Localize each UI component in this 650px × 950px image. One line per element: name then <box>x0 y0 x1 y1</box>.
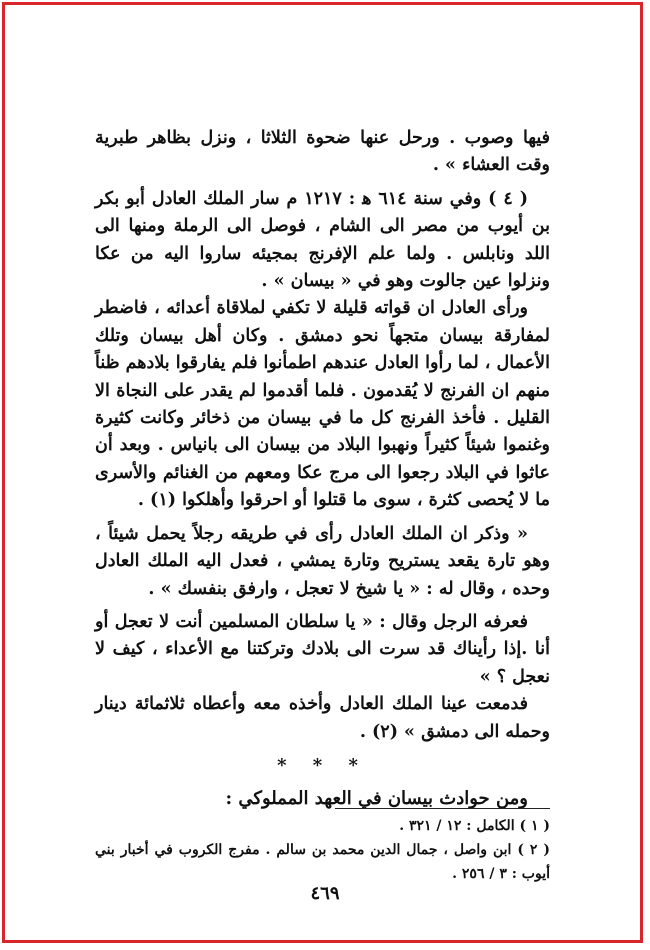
paragraph-old-man-story: « وذكر ان الملك العادل رأى في طريقه رجلاً يحمل شيئاً ، وهو تارة يقعد يستريح وتارة يمشي ، فعدل اليه الملك العادل وحده ، وقال له : « يا شيخ لا تعجل ، وارفق بنفسك » . <box>95 523 550 599</box>
page-number: ٤٦٩ <box>310 883 340 904</box>
footnote-1: ( ١ ) الكامل : ١٢ / ٣٢١ . <box>399 818 550 834</box>
paragraph-adil-retreat: ورأى العادل ان قواته قليلة لا تكفي لملاقاة أعدائه ، فاضطر لمفارقة بيسان متجهاً نحو دمشق . وكان أهل بيسان وتلك الأعمال ، لما رأوا العادل عندهم اطمأنوا فلم يفارقوا بلادهم ظناً منهم ان الفرنج لا يُقدمون . فلما أقدموا لم يقدر على النجاة الا القليل . فأخذ الفرنج كل ما في بيسان من ذخائر وكانت كثيرة وغنموا شيئاً كثيراً ونهبوا البلاد من بيسان الى بانياس . وبعد أن عاثوا في البلاد رجعوا الى مرج عكا ومعهم من الغنائم والأسرى ما لا يُحصى كثرة ، سوى ما قتلوا أو احرقوا وأهلكوا (١) . <box>95 298 550 511</box>
paragraph-adil-tears: فدمعت عينا الملك العادل وأخذه معه وأعطاه ثلاثمائة دينار وحمله الى دمشق » (٢) . <box>95 694 550 742</box>
section-separator: * * * <box>277 754 368 776</box>
section-heading: ومن حوادث بيسان في العهد المملوكي : <box>225 788 528 810</box>
footnote-2: ( ٢ ) ابن واصل ، جمال الدين محمد بن سالم . مفرج الكروب في أخبار بني أيوب : ٣ / ٢٥٦ . <box>95 842 551 882</box>
footnote-divider <box>335 808 550 809</box>
paragraph-man-reply: فعرفه الرجل وقال : « يا سلطان المسلمين أنت لا تعجل أو أنا .إذا رأيناك قد سرت الى بلادك وتركتنا مع الأعداء ، كيف لا نعجل ؟ » <box>95 611 550 687</box>
page-body <box>95 125 550 813</box>
paragraph-event-4: ( ٤ ) وفي سنة ٦١٤ ﻫ : ١٢١٧ م سار الملك العادل أبو بكر بن أيوب من مصر الى الشام ، فوصل الى الرملة ومنها الى اللد ونابلس . ولما علم الإفرنج بمجيئه ساروا اليه من عكا ونزلوا عين جالوت وهو في « بيسان » . <box>95 188 550 292</box>
paragraph-continuation: فيها وصوب . ورحل عنها ضحوة الثلاثا ، ونزل بظاهر طبرية وقت العشاء » . <box>95 128 550 176</box>
footnotes <box>95 814 550 886</box>
